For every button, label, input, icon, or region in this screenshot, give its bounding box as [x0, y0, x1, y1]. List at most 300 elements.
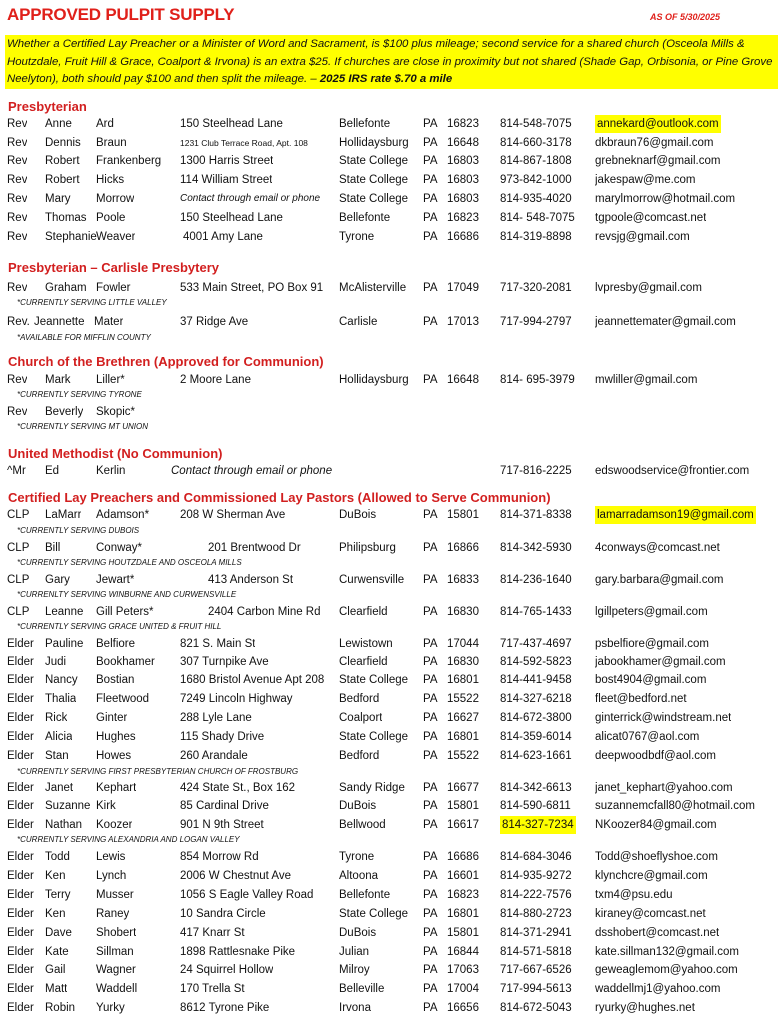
row-state: PA	[423, 946, 438, 958]
irs-rate-text: 2025 IRS rate $.70 a mile	[316, 73, 453, 85]
row-zip: 17013	[447, 316, 479, 328]
row-state: PA	[423, 964, 438, 976]
row-first-name: Janet	[45, 782, 74, 794]
row-address: Contact through email or phone	[180, 193, 321, 204]
row-email[interactable]: gary.barbara@gmail.com	[595, 574, 724, 586]
row-first-name: Nancy	[45, 674, 78, 686]
serving-note: *CURRENTLY SERVING TYRONE	[17, 390, 142, 399]
row-phone: 814-342-6613	[500, 782, 572, 794]
row-phone: 814-222-7576	[500, 889, 572, 901]
row-first-name: Dennis	[45, 137, 81, 149]
row-phone: 814-359-6014	[500, 731, 572, 743]
row-first-name: Thalia	[45, 693, 77, 705]
row-state: PA	[423, 374, 438, 386]
row-first-name: Gary	[45, 574, 70, 586]
row-email[interactable]: jabookhamer@gmail.com	[595, 656, 726, 668]
table-row	[0, 728, 782, 746]
row-state: PA	[423, 574, 438, 586]
row-last-name: Liller*	[96, 374, 125, 386]
row-zip: 16656	[447, 1002, 479, 1014]
row-title: CLP	[7, 574, 30, 586]
row-email[interactable]: waddellmj1@yahoo.com	[595, 983, 721, 995]
row-state: PA	[423, 750, 438, 762]
row-title: Rev	[7, 118, 28, 130]
row-first-name: Dave	[45, 927, 72, 939]
row-zip: 16803	[447, 193, 479, 205]
row-address: 260 Arandale	[180, 750, 248, 762]
serving-note: *CURRENTLY SERVING LITTLE VALLEY	[17, 298, 167, 307]
row-address: 424 State St., Box 162	[180, 782, 296, 794]
row-last-name: Wagner	[96, 964, 136, 976]
row-last-name: Bookhamer	[96, 656, 155, 668]
table-row	[0, 980, 782, 998]
row-address: 115 Shady Drive	[180, 731, 265, 743]
row-email[interactable]: janet_kephart@yahoo.com	[595, 782, 733, 794]
row-address: 114 William Street	[180, 174, 273, 186]
row-state: PA	[423, 509, 438, 521]
row-zip: 16844	[447, 946, 479, 958]
row-city: Bellefonte	[339, 889, 391, 901]
row-email[interactable]: grebneknarf@gmail.com	[595, 155, 721, 167]
row-first-name: Todd	[45, 851, 70, 863]
row-phone: 717-816-2225	[500, 465, 572, 477]
row-title: Rev	[7, 406, 28, 418]
row-city: Altoona	[339, 870, 379, 882]
row-zip: 16830	[447, 656, 479, 668]
row-phone: 814-236-1640	[500, 574, 572, 586]
row-address: 307 Turnpike Ave	[180, 656, 269, 668]
row-email[interactable]: 4conways@comcast.net	[595, 542, 720, 554]
row-state: PA	[423, 231, 438, 243]
row-state: PA	[423, 155, 438, 167]
row-zip: 16686	[447, 231, 479, 243]
table-row	[0, 371, 782, 389]
table-row	[0, 924, 782, 942]
row-title: CLP	[7, 509, 30, 521]
row-title: Elder	[7, 927, 34, 939]
table-row	[0, 886, 782, 904]
row-address: 37 Ridge Ave	[180, 316, 249, 328]
table-row	[0, 171, 782, 189]
section-certified-lay-preachers: Certified Lay Preachers and Commissioned Lay Pastors (Allowed to Serve Communion)	[8, 490, 551, 505]
row-zip: 17004	[447, 983, 479, 995]
row-city: Tyrone	[339, 231, 375, 243]
row-email[interactable]: ginterrick@windstream.net	[595, 712, 732, 724]
row-email[interactable]: tgpoole@comcast.net	[595, 212, 707, 224]
row-last-name: Bostian	[96, 674, 135, 686]
row-email[interactable]: revsjg@gmail.com	[595, 231, 690, 243]
row-phone: 814-592-5823	[500, 656, 572, 668]
row-last-name: Poole	[96, 212, 126, 224]
row-zip: 15522	[447, 693, 479, 705]
row-email[interactable]: annekard@outlook.com	[595, 115, 721, 133]
row-address: 170 Trella St	[180, 983, 245, 995]
section-church-of-the-brethren: Church of the Brethren (Approved for Communion)	[8, 354, 324, 369]
row-title: Rev	[7, 374, 28, 386]
row-first-name: Terry	[45, 889, 71, 901]
table-row	[0, 747, 782, 765]
row-address: Contact through email or phone	[171, 465, 333, 477]
table-row	[0, 209, 782, 227]
row-address: 533 Main Street, PO Box 91	[180, 282, 324, 294]
serving-note: *CURRENTLY SERVING GRACE UNITED & FRUIT HILL	[17, 622, 222, 631]
row-last-name: Lynch	[96, 870, 127, 882]
row-first-name: Robert	[45, 174, 80, 186]
row-address: 150 Steelhead Lane	[180, 212, 283, 224]
row-last-name: Conway*	[96, 542, 143, 554]
row-city: Philipsburg	[339, 542, 396, 554]
row-first-name: Pauline	[45, 638, 84, 650]
row-first-name: Robin	[45, 1002, 76, 1014]
row-zip: 16830	[447, 606, 479, 618]
row-email[interactable]: alicat0767@aol.com	[595, 731, 700, 743]
row-first-name: LaMarr	[45, 509, 82, 521]
row-city: State College	[339, 731, 409, 743]
row-address: 1231 Club Terrace Road, Apt. 108	[180, 138, 308, 148]
row-city: DuBois	[339, 800, 377, 812]
row-title: Elder	[7, 693, 34, 705]
row-state: PA	[423, 606, 438, 618]
row-email[interactable]: psbelfiore@gmail.com	[595, 638, 709, 650]
row-state: PA	[423, 137, 438, 149]
row-state: PA	[423, 1002, 438, 1014]
row-title: Elder	[7, 731, 34, 743]
row-zip: 17049	[447, 282, 479, 294]
row-first-name: Suzanne	[45, 800, 91, 812]
row-state: PA	[423, 782, 438, 794]
row-city: Bedford	[339, 693, 380, 705]
row-address: 1680 Bristol Avenue Apt 208	[180, 674, 325, 686]
row-first-name: Robert	[45, 155, 80, 167]
row-state: PA	[423, 908, 438, 920]
row-address: 1300 Harris Street	[180, 155, 274, 167]
row-first-name: Anne	[45, 118, 72, 130]
row-city: Curwensville	[339, 574, 405, 586]
row-address: 2404 Carbon Mine Rd	[208, 606, 321, 618]
row-zip: 16823	[447, 212, 479, 224]
table-row	[0, 779, 782, 797]
row-email[interactable]: marylmorrow@hotmail.com	[595, 193, 736, 205]
table-row	[0, 152, 782, 170]
row-state: PA	[423, 674, 438, 686]
row-zip: 16686	[447, 851, 479, 863]
row-email[interactable]: bost4904@gmail.com	[595, 674, 707, 686]
table-row	[0, 816, 782, 834]
row-phone: 814-327-7234	[500, 816, 576, 834]
row-zip: 16803	[447, 174, 479, 186]
row-title: Rev	[7, 137, 28, 149]
row-email[interactable]: jeannettemater@gmail.com	[595, 316, 736, 328]
row-email[interactable]: ryurky@hughes.net	[595, 1002, 695, 1014]
row-address: 288 Lyle Lane	[180, 712, 252, 724]
row-state: PA	[423, 819, 438, 831]
row-phone: 814-327-6218	[500, 693, 572, 705]
row-title: Rev	[7, 193, 28, 205]
row-first-name: Beverly	[45, 406, 84, 418]
row-phone: 814-935-9272	[500, 870, 572, 882]
row-city: Clearfield	[339, 606, 388, 618]
row-address: 1898 Rattlesnake Pike	[180, 946, 296, 958]
row-zip: 16801	[447, 674, 479, 686]
row-email[interactable]: lamarradamson19@gmail.com	[595, 506, 756, 524]
row-city: State College	[339, 908, 409, 920]
table-row	[0, 571, 782, 589]
row-email[interactable]: jakespaw@me.com	[595, 174, 696, 186]
row-city: State College	[339, 174, 409, 186]
row-phone: 814-571-5818	[500, 946, 572, 958]
row-zip: 16801	[447, 908, 479, 920]
row-email[interactable]: kiraney@comcast.net	[595, 908, 706, 920]
table-row	[0, 848, 782, 866]
serving-note: *CURRENTLY SERVING HOUTZDALE AND OSCEOLA MILLS	[17, 558, 242, 567]
row-first-name: Leanne	[45, 606, 84, 618]
row-zip: 16648	[447, 374, 479, 386]
row-city: DuBois	[339, 927, 377, 939]
row-city: DuBois	[339, 509, 377, 521]
row-state: PA	[423, 889, 438, 901]
page-header	[7, 5, 775, 27]
row-state: PA	[423, 638, 438, 650]
row-phone: 814-319-8898	[500, 231, 572, 243]
row-first-name: Judi	[45, 656, 67, 668]
table-row	[0, 403, 782, 421]
as-of-date: AS OF 5/30/2025	[650, 12, 721, 22]
section-carlisle-presbytery: Presbyterian – Carlisle Presbytery	[8, 260, 220, 275]
row-first-name: Kate	[45, 946, 69, 958]
row-title: Elder	[7, 889, 34, 901]
row-email[interactable]: suzannemcfall80@hotmail.com	[595, 800, 755, 812]
row-phone: 814-660-3178	[500, 137, 572, 149]
row-last-name: Belfiore	[96, 638, 135, 650]
row-zip: 16823	[447, 889, 479, 901]
table-row	[0, 115, 782, 133]
row-phone: 814-623-1661	[500, 750, 572, 762]
row-zip: 16803	[447, 155, 479, 167]
row-city: Sandy Ridge	[339, 782, 405, 794]
row-last-name: Ginter	[96, 712, 128, 724]
row-address: 2006 W Chestnut Ave	[180, 870, 292, 882]
row-last-name: Lewis	[96, 851, 126, 863]
row-email[interactable]: txm4@psu.edu	[595, 889, 673, 901]
row-zip: 16617	[447, 819, 479, 831]
row-phone: 814-371-2941	[500, 927, 572, 939]
row-state: PA	[423, 731, 438, 743]
row-first-name: Ed	[45, 465, 60, 477]
row-last-name: Howes	[96, 750, 132, 762]
serving-note: *CURRENTLY SERVING FIRST PRESBYTERIAN CHURCH OF FROSTBURG	[17, 767, 299, 776]
row-first-name: Nathan	[45, 819, 83, 831]
row-zip: 16648	[447, 137, 479, 149]
row-first-name: Bill	[45, 542, 61, 554]
table-row	[0, 797, 782, 815]
row-title: Elder	[7, 819, 34, 831]
row-title: Elder	[7, 782, 34, 794]
row-city: Bellefonte	[339, 118, 391, 130]
row-state: PA	[423, 174, 438, 186]
row-zip: 15801	[447, 509, 479, 521]
row-state: PA	[423, 712, 438, 724]
row-phone: 717-437-4697	[500, 638, 572, 650]
row-first-name: Jeannette	[34, 316, 85, 328]
row-title: Rev	[7, 212, 28, 224]
row-city: Clearfield	[339, 656, 388, 668]
row-last-name: Morrow	[96, 193, 135, 205]
row-state: PA	[423, 927, 438, 939]
row-email[interactable]: edswoodservice@frontier.com	[595, 465, 750, 477]
row-phone: 717-994-2797	[500, 316, 572, 328]
row-city: Bellwood	[339, 819, 386, 831]
row-state: PA	[423, 800, 438, 812]
row-address: 150 Steelhead Lane	[180, 118, 283, 130]
serving-note: *CURRENTLY SERVING ALEXANDRIA AND LOGAN VALLEY	[17, 835, 240, 844]
row-state: PA	[423, 542, 438, 554]
rate-notice-text: Whether a Certified Lay Preacher or a Minister of Word and Sacrament, is $100 plus mileage; second service for a shared church (Osceola Mills & Houtzdale, Fruit Hill & Grace, Coalport & Irvona) is an extra $25. If churches are close in proximity but not shared (Shade Gap, Orbisonia, or Pine Grove Neelyton), both should pay $100 and then split the mileage. –	[7, 38, 773, 85]
row-city: Bedford	[339, 750, 380, 762]
row-city: Belleville	[339, 983, 385, 995]
row-last-name: Jewart*	[96, 574, 135, 586]
row-email[interactable]: fleet@bedford.net	[595, 693, 687, 705]
table-row	[0, 653, 782, 671]
row-address: 413 Anderson St	[208, 574, 294, 586]
row-title: Rev	[7, 231, 28, 243]
row-phone: 814-880-2723	[500, 908, 572, 920]
row-zip: 16833	[447, 574, 479, 586]
row-phone: 814-441-9458	[500, 674, 572, 686]
row-city: Tyrone	[339, 851, 375, 863]
row-phone: 814-672-5043	[500, 1002, 572, 1014]
row-email[interactable]: dsshobert@comcast.net	[595, 927, 720, 939]
row-state: PA	[423, 870, 438, 882]
row-email[interactable]: dkbraun76@gmail.com	[595, 137, 714, 149]
row-email[interactable]: geweaglemom@yahoo.com	[595, 964, 738, 976]
row-title: CLP	[7, 542, 30, 554]
row-last-name: Kerlin	[96, 465, 126, 477]
row-zip: 16866	[447, 542, 479, 554]
row-last-name: Gill Peters*	[96, 606, 154, 618]
table-row	[0, 190, 782, 208]
row-phone: 814-684-3046	[500, 851, 572, 863]
row-title: Rev	[7, 155, 28, 167]
row-title: Elder	[7, 983, 34, 995]
row-address: 4001 Amy Lane	[183, 231, 263, 243]
row-title: Rev.	[7, 316, 30, 328]
row-email[interactable]: NKoozer84@gmail.com	[595, 819, 717, 831]
row-last-name: Adamson*	[96, 509, 150, 521]
row-city: Carlisle	[339, 316, 378, 328]
row-zip: 15801	[447, 927, 479, 939]
table-row	[0, 635, 782, 653]
row-phone: 814- 695-3979	[500, 374, 575, 386]
row-email[interactable]: lvpresby@gmail.com	[595, 282, 702, 294]
row-first-name: Graham	[45, 282, 87, 294]
table-row	[0, 671, 782, 689]
row-last-name: Shobert	[96, 927, 137, 939]
row-first-name: Ken	[45, 908, 66, 920]
row-city: Hollidaysburg	[339, 374, 409, 386]
row-state: PA	[423, 693, 438, 705]
table-row	[0, 506, 782, 524]
row-title: Rev	[7, 174, 28, 186]
table-row	[0, 279, 782, 297]
row-last-name: Yurky	[96, 1002, 125, 1014]
table-row	[0, 943, 782, 961]
row-last-name: Ard	[96, 118, 114, 130]
table-row	[0, 603, 782, 621]
table-row	[0, 690, 782, 708]
serving-note: *AVAILABLE FOR MIFFLIN COUNTY	[17, 333, 151, 342]
row-phone: 814-867-1808	[500, 155, 572, 167]
row-phone: 814-672-3800	[500, 712, 572, 724]
row-last-name: Mater	[94, 316, 124, 328]
row-state: PA	[423, 118, 438, 130]
table-row	[0, 539, 782, 557]
row-city: Julian	[339, 946, 370, 958]
row-state: PA	[423, 656, 438, 668]
row-city: Coalport	[339, 712, 383, 724]
row-email[interactable]: lgillpeters@gmail.com	[595, 606, 708, 618]
serving-note: *CURRENLTY SERVING WINBURNE AND CURWENSVILLE	[17, 590, 237, 599]
row-city: State College	[339, 674, 409, 686]
row-phone: 717-320-2081	[500, 282, 572, 294]
table-row	[0, 867, 782, 885]
row-city: State College	[339, 193, 409, 205]
serving-note: *CURRENTLY SERVING DUBOIS	[17, 526, 140, 535]
table-row	[0, 905, 782, 923]
row-title: Rev	[7, 282, 28, 294]
row-title: Elder	[7, 750, 34, 762]
row-address: 10 Sandra Circle	[180, 908, 266, 920]
row-address: 821 S. Main St	[180, 638, 256, 650]
row-first-name: Ken	[45, 870, 66, 882]
row-address: 201 Brentwood Dr	[208, 542, 301, 554]
row-email[interactable]: mwliller@gmail.com	[595, 374, 698, 386]
row-title: Elder	[7, 964, 34, 976]
table-row	[0, 709, 782, 727]
rate-notice	[5, 35, 778, 89]
row-zip: 16801	[447, 731, 479, 743]
row-city: Hollidaysburg	[339, 137, 409, 149]
table-row	[0, 961, 782, 979]
row-last-name: Fleetwood	[96, 693, 150, 705]
row-phone: 717-994-5613	[500, 983, 572, 995]
row-phone: 717-667-6526	[500, 964, 572, 976]
row-last-name: Frankenberg	[96, 155, 162, 167]
row-address: 24 Squirrel Hollow	[180, 964, 274, 976]
row-address: 85 Cardinal Drive	[180, 800, 269, 812]
row-zip: 15522	[447, 750, 479, 762]
row-title: Elder	[7, 800, 34, 812]
row-title: Elder	[7, 638, 34, 650]
section-presbyterian: Presbyterian	[8, 99, 87, 114]
row-title: Elder	[7, 908, 34, 920]
row-email[interactable]: klynchcre@gmail.com	[595, 870, 708, 882]
row-last-name: Hicks	[96, 174, 125, 186]
table-row	[0, 999, 782, 1017]
row-email[interactable]: kate.sillman132@gmail.com	[595, 946, 739, 958]
row-last-name: Skopic*	[96, 406, 135, 418]
row-first-name: Rick	[45, 712, 68, 724]
row-title: CLP	[7, 606, 30, 618]
row-title: Elder	[7, 674, 34, 686]
row-email[interactable]: deepwoodbdf@aol.com	[595, 750, 717, 762]
row-zip: 16823	[447, 118, 479, 130]
row-city: McAlisterville	[339, 282, 407, 294]
row-first-name: Stephanie	[45, 231, 97, 243]
row-email[interactable]: Todd@shoeflyshoe.com	[595, 851, 718, 863]
row-state: PA	[423, 851, 438, 863]
row-last-name: Raney	[96, 908, 130, 920]
serving-note: *CURRENTLY SERVING MT UNION	[17, 422, 148, 431]
